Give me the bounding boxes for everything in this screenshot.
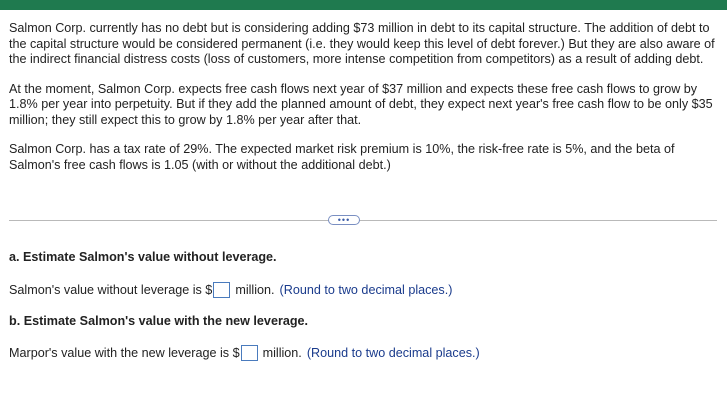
part-b-answer-input[interactable] [241, 345, 258, 361]
problem-paragraph-2: At the moment, Salmon Corp. expects free cash flows next year of $37 million and expects these free cash flows to grow by 1.8% per year into perpetuity. But if they add the planned amount of debt, they expect next year's free cash flow to be only $35 million; they still expect this to grow by 1.8% per year after that. [9, 81, 713, 127]
part-b-heading: b. Estimate Salmon's value with the new leverage. [9, 314, 309, 328]
problem-paragraph-3: Salmon Corp. has a tax rate of 29%. The expected market risk premium is 10%, the risk-free rate is 5%, and the beta of Salmon's free cash flows is 1.05 (with or without the additional debt.) [9, 142, 675, 172]
part-a-prompt: Salmon's value without leverage is $ [9, 283, 213, 297]
part-b-prompt: Marpor's value with the new leverage is $ [9, 346, 240, 360]
part-a-hint: (Round to two decimal places.) [279, 283, 453, 297]
more-dots-icon: ••• [337, 215, 351, 225]
problem-statement [9, 21, 715, 187]
section-divider [9, 220, 717, 221]
part-a-heading: a. Estimate Salmon's value without leverage. [9, 250, 277, 264]
part-a-unit: million. [235, 283, 275, 297]
problem-paragraph-1: Salmon Corp. currently has no debt but is considering adding $73 million in debt to its capital structure. The addition of debt to the capital structure would be considered permanent (i.e. they would keep this level of debt forever.) But they are also aware of the indirect financial distress costs (loss of customers, more intense competition from competitors) as a result of adding debt. [9, 21, 715, 66]
part-a-answer-input[interactable] [213, 282, 230, 298]
part-a-answer-row [9, 282, 452, 298]
expand-more-button[interactable] [328, 215, 360, 225]
part-b-unit: million. [262, 346, 302, 360]
part-b-answer-row [9, 345, 480, 361]
part-b-hint: (Round to two decimal places.) [306, 346, 480, 360]
header-bar [0, 0, 727, 10]
